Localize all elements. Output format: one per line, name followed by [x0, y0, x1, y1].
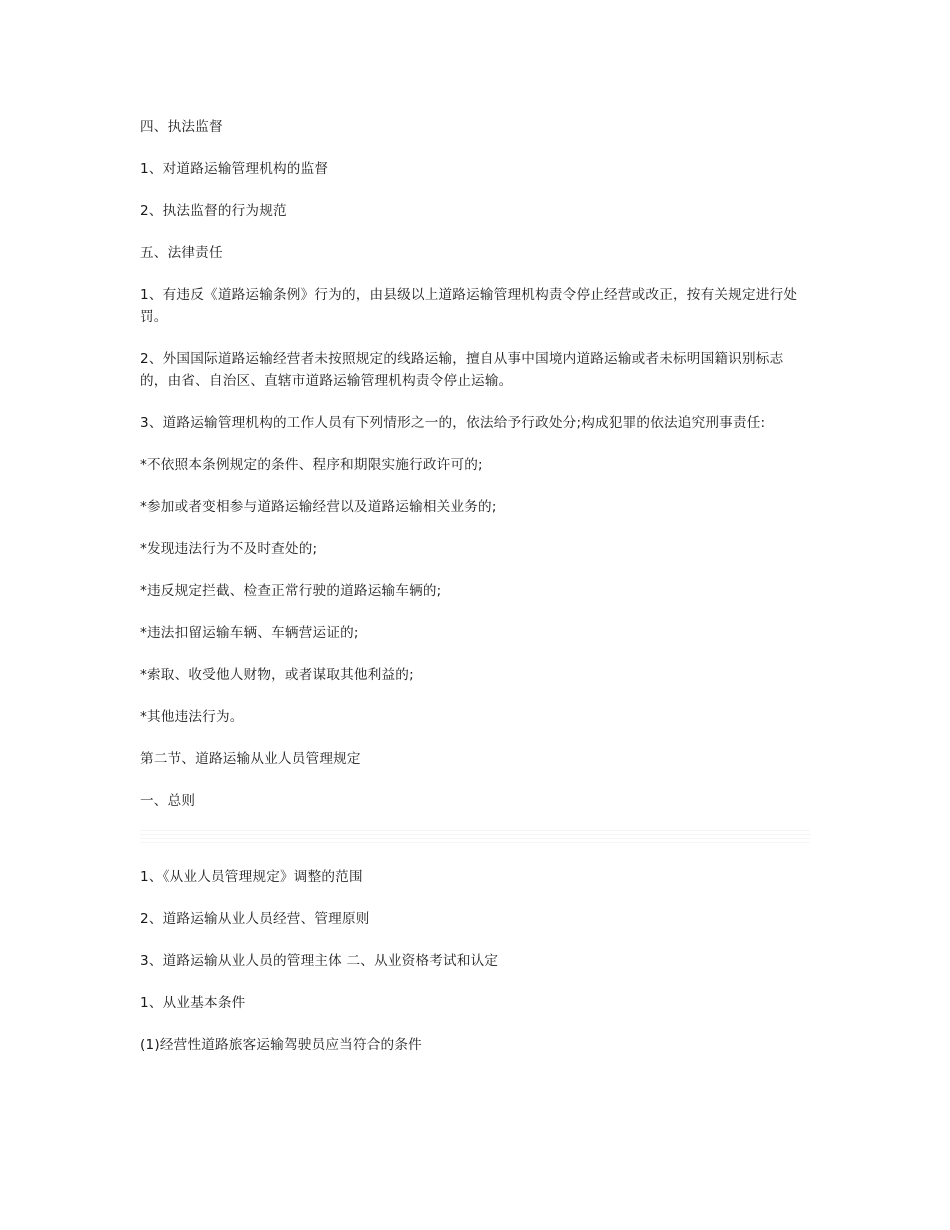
bullet-item: *不依照本条例规定的条件、程序和期限实施行政许可的;: [140, 457, 483, 473]
bullet-item: *其他违法行为。: [140, 709, 244, 725]
bullet-item: *参加或者变相参与道路运输经营以及道路运输相关业务的;: [140, 499, 497, 515]
bullet-item: *索取、收受他人财物，或者谋取其他利益的;: [140, 667, 414, 683]
bullet-item: *发现违法行为不及时查处的;: [140, 541, 318, 557]
paragraph: 3、道路运输从业人员的管理主体 二、从业资格考试和认定: [140, 953, 499, 969]
section-heading-practitioners: 第二节、道路运输从业人员管理规定: [140, 751, 361, 767]
paragraph: 1、《从业人员管理规定》调整的范围: [140, 869, 363, 885]
bullet-item: *违法扣留运输车辆、车辆营运证的;: [140, 625, 359, 641]
bullet-item: *违反规定拦截、检查正常行驶的道路运输车辆的;: [140, 583, 442, 599]
paragraph: 3、道路运输管理机构的工作人员有下列情形之一的，依法给予行政处分;构成犯罪的依法追究刑事责任:: [140, 415, 766, 431]
section-heading-supervision: 四、执法监督: [140, 119, 223, 135]
paragraph: 2、执法监督的行为规范: [140, 203, 287, 219]
paragraph: 1、对道路运输管理机构的监督: [140, 161, 329, 177]
paragraph: 1、有违反《道路运输条例》行为的，由县级以上道路运输管理机构责令停止经营或改正，按有关规定进行处罚。: [140, 287, 798, 325]
paragraph: 2、外国国际道路运输经营者未按照规定的线路运输，擅自从事中国境内道路运输或者未标明国籍识别标志的，由省、自治区、直辖市道路运输管理机构责令停止运输。: [140, 351, 784, 389]
faint-watermark-line: [140, 830, 810, 844]
paragraph: 2、道路运输从业人员经营、管理原则: [140, 911, 370, 927]
paragraph: 1、从业基本条件: [140, 995, 246, 1011]
paragraph: (1)经营性道路旅客运输驾驶员应当符合的条件: [140, 1037, 422, 1053]
section-heading-legal-liability: 五、法律责任: [140, 245, 223, 261]
subsection-heading-general: 一、总则: [140, 793, 196, 809]
document-body: [140, 116, 810, 1076]
